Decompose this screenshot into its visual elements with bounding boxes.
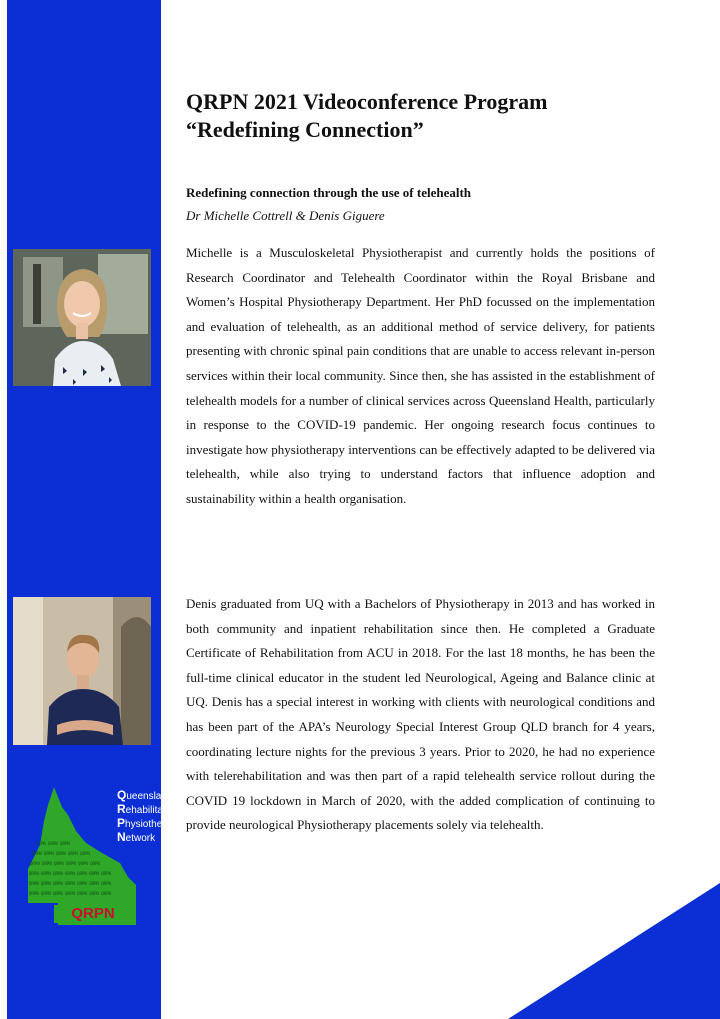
denis-portrait-illustration bbox=[13, 597, 151, 745]
denis-bio: Denis graduated from UQ with a Bachelors of Physiotherapy in 2013 and has worked in both community and inpatient rehabilitation since then. He completed a Graduate Certificate of Rehabilitation from ACU in 2018. For the last 18 months, he has been the full-time clinical educator in the student led Neurological, Ageing and Balance clinic at UQ. Denis has a special interest in working with clients with neurological conditions and has been part of the APA’s Neurology Special Interest Group QLD branch for 4 years, coordinating lecture nights for the previous 3 years. Prior to 2020, he had no experience with telerehabilitation and was then part of a rapid telehealth service rollout during the COVID 19 lockdown in March of 2020, with the added complication of continuing to provide neurological Physiotherapy placements solely via telehealth. bbox=[186, 596, 655, 833]
svg-text:QRPN QRPN QRPN QRPN QRPN QRPN: QRPN QRPN QRPN QRPN QRPN QRPN QRPN bbox=[29, 871, 111, 876]
michelle-photo bbox=[13, 249, 151, 386]
svg-text:QRPN QRPN QRPN QRPN QRPN QRPN: QRPN QRPN QRPN QRPN QRPN QRPN QRPN bbox=[29, 881, 111, 886]
michelle-bio: Michelle is a Musculoskeletal Physiotherapist and currently holds the positions of Research Coordinator and Telehealth Coordinator within the Royal Brisbane and Women’s Hospital Physiotherapy Department. Her PhD focussed on the implementation and evaluation of telehealth, as an additional method of service delivery, for patients presenting with chronic spinal pain conditions that are unable to access relevant in-person services within their local community. Since then, she has assisted in the establishment of telehealth models for a number of clinical services across Queensland Health, particularly in response to the COVID-19 pandemic. Her ongoing research focus continues to investigate how physiotherapy interventions can be effectively adapted to be delivered via telehealth, while also trying to understand factors that influence adoption and sustainability within a health organisation. bbox=[186, 245, 655, 506]
svg-text:QRPN QRPN QRPN QRPN QRPN QRPN: QRPN QRPN QRPN QRPN QRPN QRPN bbox=[30, 861, 100, 866]
logo-line-4: Network bbox=[117, 830, 156, 844]
title-line-2: “Redefining Connection” bbox=[186, 117, 424, 142]
page-title bbox=[186, 88, 686, 144]
denis-photo bbox=[13, 597, 151, 745]
title-line-1: QRPN 2021 Videoconference Program bbox=[186, 89, 548, 114]
logo-acronym: QRPN bbox=[71, 905, 115, 922]
logo-line-3: Physiotherapy bbox=[117, 816, 182, 830]
left-white-strip bbox=[0, 0, 7, 1019]
logo-line-1: Queensland bbox=[117, 788, 173, 802]
qrpn-logo bbox=[24, 785, 182, 925]
speakers-line: Dr Michelle Cottrell & Denis Giguere bbox=[186, 208, 385, 223]
svg-text:QRPN QRPN QRPN QRPN QRPN QRPN: QRPN QRPN QRPN QRPN QRPN QRPN QRPN bbox=[29, 891, 111, 896]
svg-text:QRPN QRPN QRPN QRPN QRPN: QRPN QRPN QRPN QRPN QRPN bbox=[32, 851, 90, 856]
corner-blue-triangle bbox=[508, 883, 720, 1019]
logo-line-2: Rehabilitation bbox=[117, 802, 180, 816]
michelle-portrait-illustration bbox=[13, 249, 151, 386]
talk-title: Redefining connection through the use of telehealth bbox=[186, 185, 472, 200]
svg-text:QRPN QRPN QRPN: QRPN QRPN QRPN bbox=[36, 841, 70, 846]
